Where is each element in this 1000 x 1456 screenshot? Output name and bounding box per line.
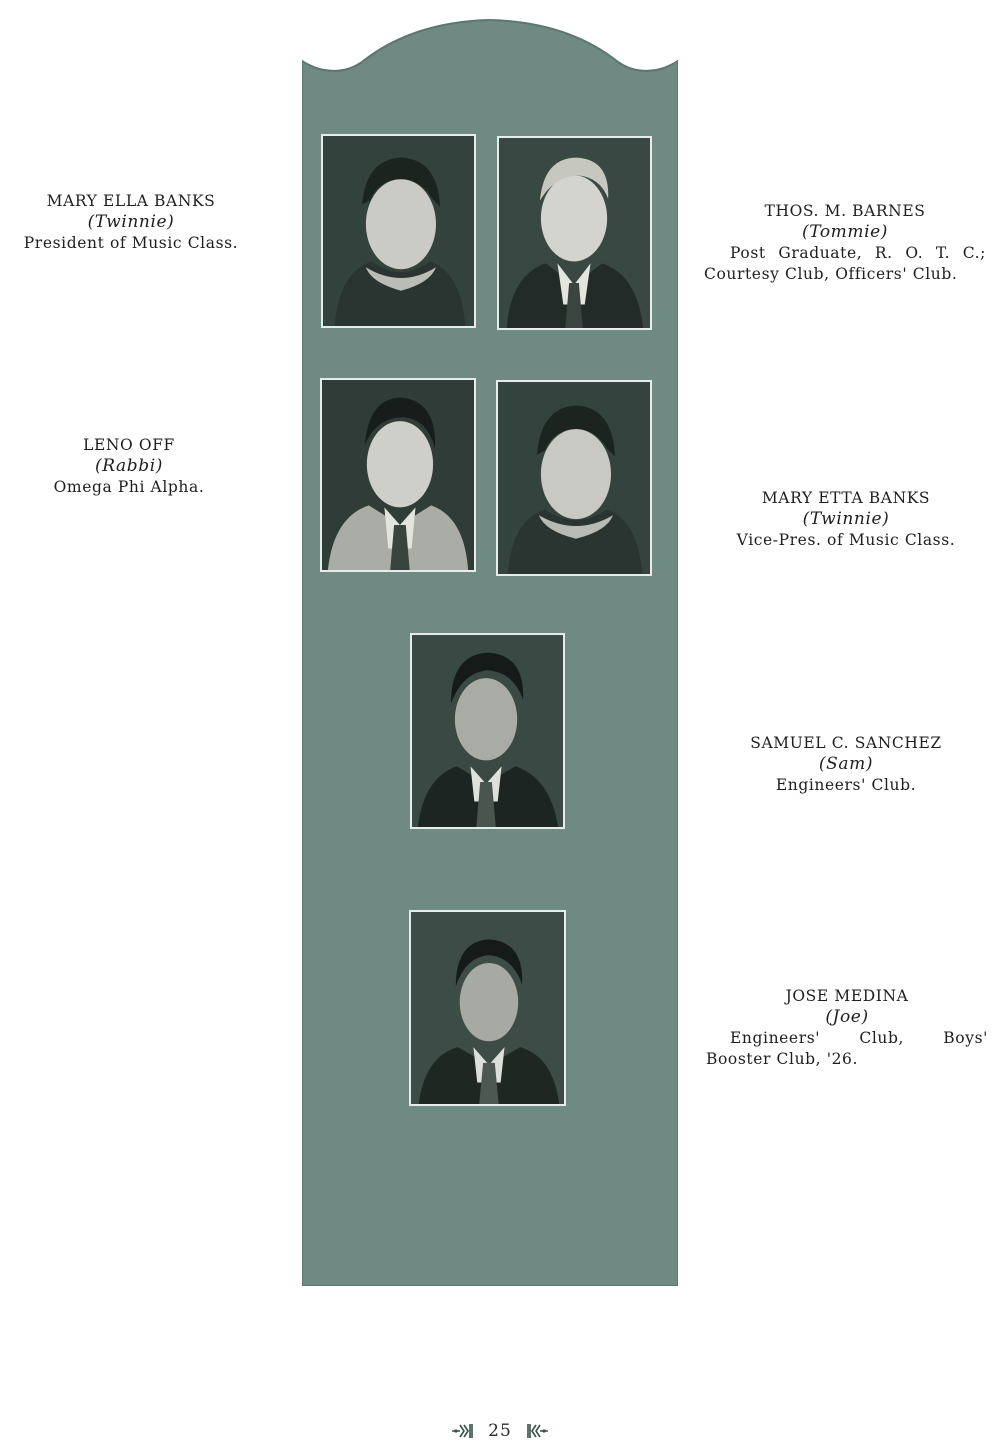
ornament-right-icon: [520, 1421, 550, 1441]
student-nickname: (Joe): [825, 1007, 869, 1027]
student-activities: Engineers' Club, Boys' Booster Club, '26.: [706, 1029, 988, 1068]
page-footer: [430, 1416, 570, 1446]
caption-samuel-c-sanchez: [706, 733, 986, 796]
caption-jose-medina: [706, 986, 988, 1070]
ornament-left-icon: [450, 1421, 480, 1441]
student-activities: Omega Phi Alpha.: [53, 478, 205, 496]
student-nickname: (Rabbi): [95, 456, 163, 476]
caption-mary-etta-banks: [706, 488, 986, 551]
student-activities: Engineers' Club.: [775, 776, 917, 794]
portrait-leno-off: [320, 378, 476, 572]
student-nickname: (Sam): [818, 754, 874, 774]
portrait-samuel-c-sanchez: [410, 633, 565, 829]
student-activities: President of Music Class.: [23, 234, 239, 252]
student-nickname: (Twinnie): [802, 509, 890, 529]
caption-mary-ella-banks: [0, 191, 262, 254]
student-nickname: (Tommie): [801, 222, 889, 242]
caption-thos-m-barnes: [704, 201, 986, 285]
caption-leno-off: [0, 435, 258, 498]
student-name: MARY ELLA BANKS: [46, 192, 216, 210]
portrait-mary-ella-banks: [321, 134, 476, 328]
student-activities: Post Graduate, R. O. T. C.; Courtesy Club, Officers' Club.: [704, 244, 986, 283]
student-name: MARY ETTA BANKS: [761, 489, 931, 507]
page-number: 25: [488, 1421, 512, 1441]
student-nickname: (Twinnie): [87, 212, 175, 232]
student-name: LENO OFF: [83, 436, 175, 454]
student-activities: Vice-Pres. of Music Class.: [736, 531, 956, 549]
student-name: SAMUEL C. SANCHEZ: [750, 734, 942, 752]
portrait-mary-etta-banks: [496, 380, 652, 576]
student-name: THOS. M. BARNES: [764, 202, 926, 220]
portrait-jose-medina: [409, 910, 566, 1106]
portrait-thos-m-barnes: [497, 136, 652, 330]
student-name: JOSE MEDINA: [785, 987, 909, 1005]
